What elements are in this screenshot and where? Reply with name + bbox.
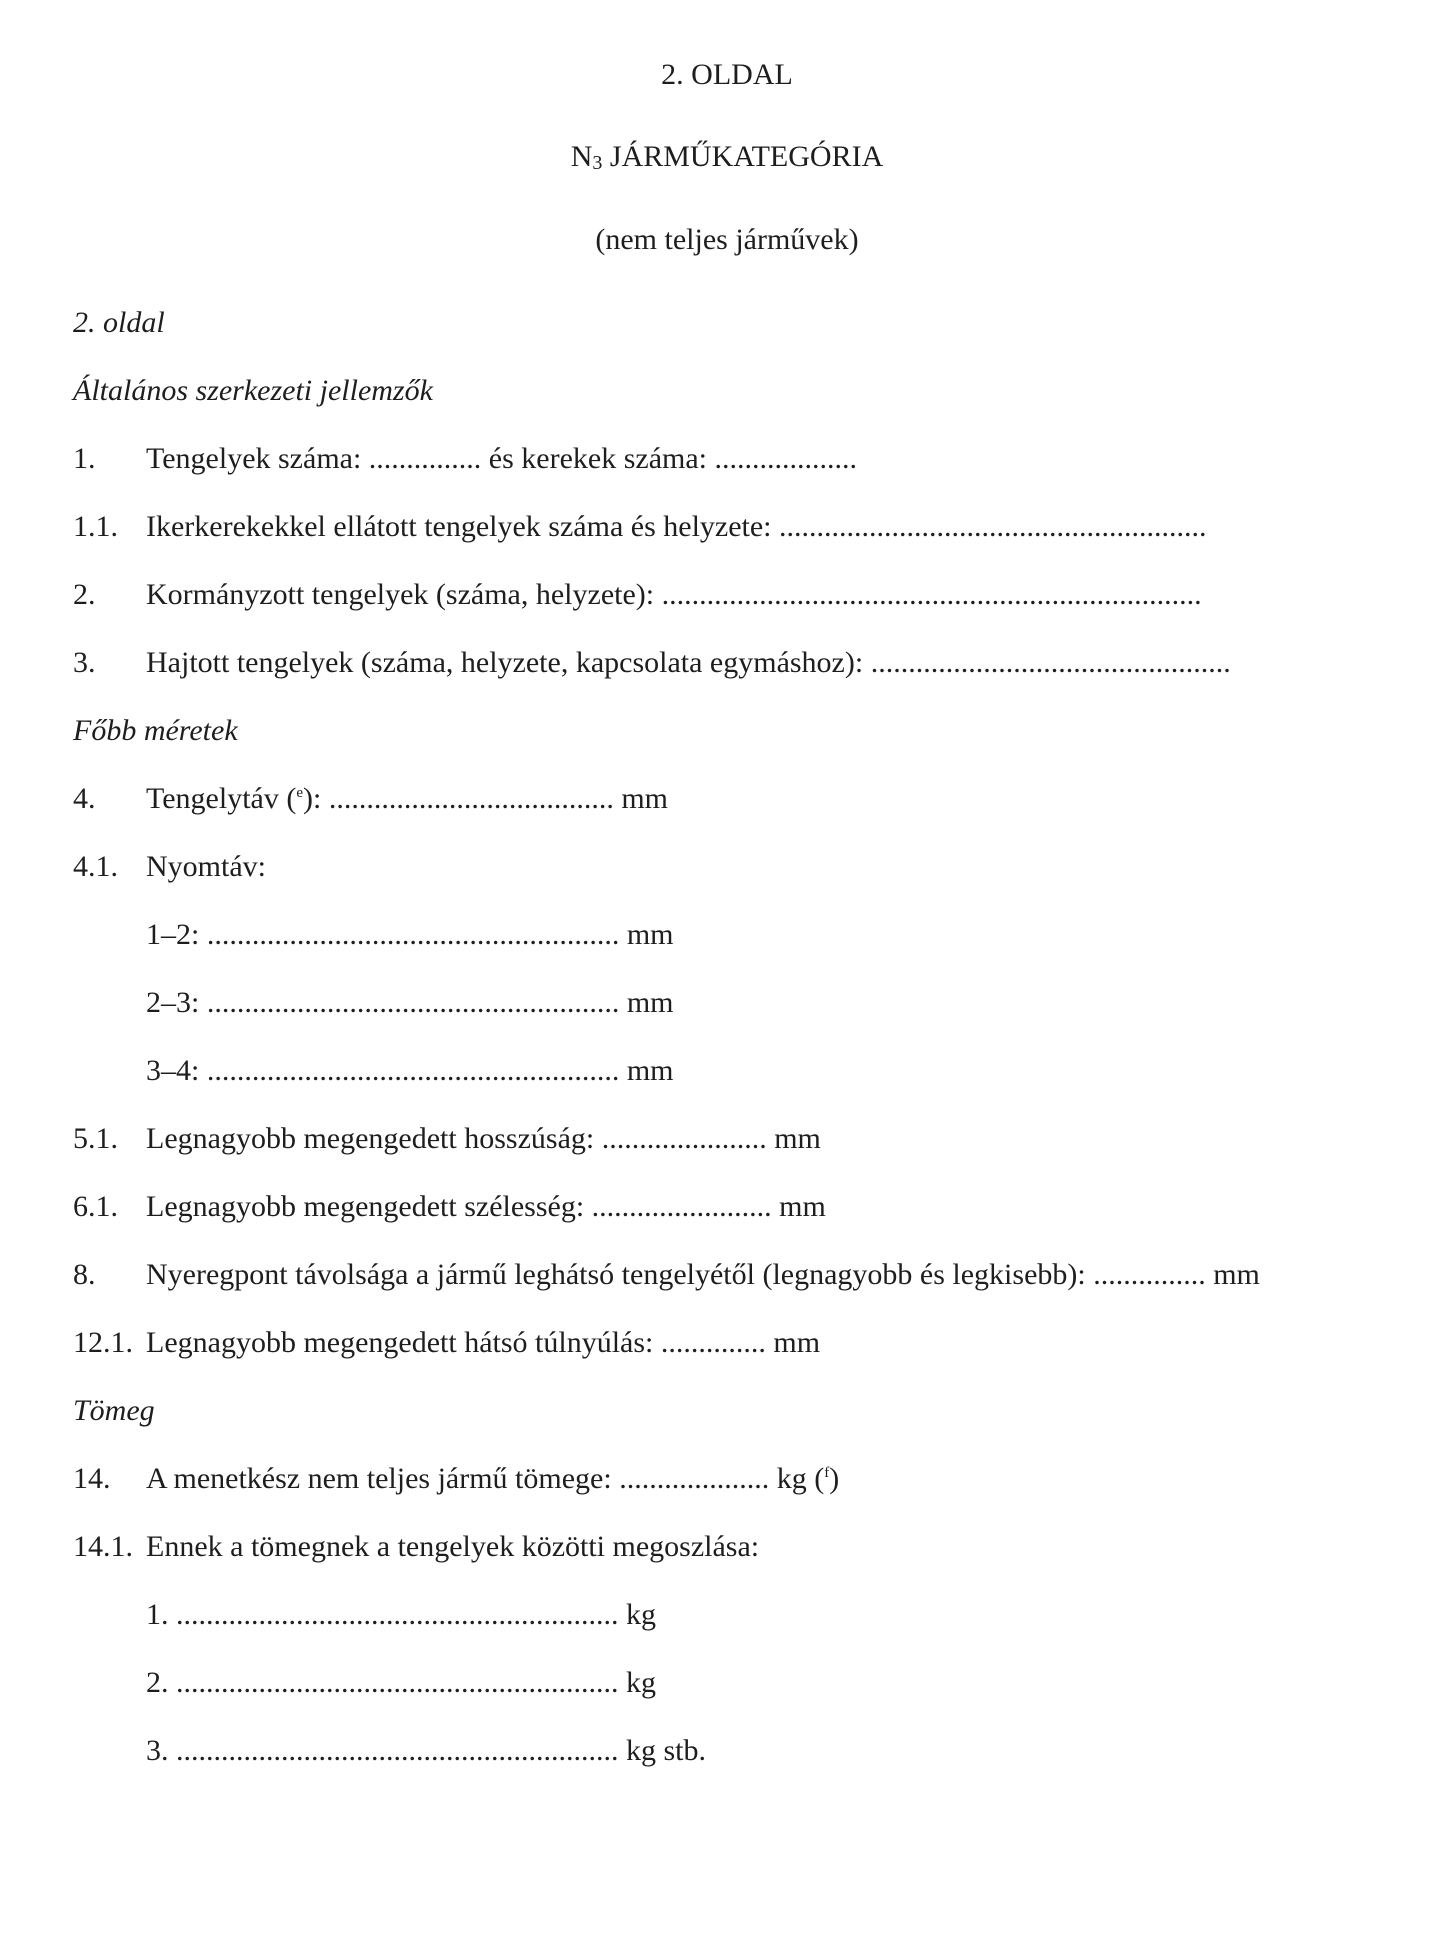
item-8-field[interactable]: Nyeregpont távolsága a jármű leghátsó tengelyétől (legnagyobb és legkisebb): ............... mm xyxy=(146,1258,1260,1291)
section-general-heading: Általános szerkezeti jellemzők xyxy=(73,374,433,407)
item-2-field[interactable]: Kormányzott tengelyek (száma, helyzete): ........................................................................ xyxy=(146,578,1202,611)
item-14-field[interactable]: A menetkész nem teljes jármű tömege: .................... kg ($^f$) xyxy=(146,1462,840,1495)
axle-1-mass-field[interactable]: 1. ........................................................... kg xyxy=(146,1598,656,1631)
section-page-heading: 2. oldal xyxy=(73,306,165,339)
page-label: 2. OLDAL xyxy=(661,58,793,91)
axle-2-mass-field[interactable]: 2. ........................................................... kg xyxy=(146,1666,656,1699)
track-3-4-field[interactable]: 3–4: ....................................................... mm xyxy=(146,1054,674,1087)
vehicle-category-title: $N_3$ JÁRMŰKATEGÓRIA xyxy=(570,140,884,174)
item-1-1-field[interactable]: Ikerkerekekkel ellátott tengelyek száma és helyzete: ......................................................... xyxy=(146,510,1207,543)
item-1-field[interactable]: Tengelyek száma: ............... és kerekek száma: ................... xyxy=(146,442,858,475)
item-6-1-field[interactable]: Legnagyobb megengedett szélesség: ........................ mm xyxy=(146,1190,826,1223)
item-5-1-field[interactable]: Legnagyobb megengedett hosszúság: ...................... mm xyxy=(146,1122,821,1155)
axle-3-mass-field[interactable]: 3. ........................................................... kg stb. xyxy=(146,1734,707,1767)
category-note: (nem teljes járművek) xyxy=(595,223,859,256)
track-2-3-field[interactable]: 2–3: ....................................................... mm xyxy=(146,986,674,1019)
item-3-field[interactable]: Hajtott tengelyek (száma, helyzete, kapcsolata egymáshoz): ................................................ xyxy=(146,646,1231,679)
section-mass-heading: Tömeg xyxy=(73,1394,155,1427)
track-1-2-field[interactable]: 1–2: ....................................................... mm xyxy=(146,918,674,951)
item-4-field[interactable]: Tengelytáv ($^e$): ...................................... mm xyxy=(146,782,669,815)
section-dimensions-heading: Főbb méretek xyxy=(73,714,238,747)
document-page: 2. OLDAL $N_3$ JÁRMŰKATEGÓRIA (nem teljes járművek) 2. oldal Általános szerkezeti jellemzők 1. Tengelyek száma: ............... és kerekek száma: ................... 1.1. Ikerkerekekkel ellátott tengelyek száma és helyzete: ......................................................... 2. Kormányzott tengelyek (száma, helyzete): ........................................................................ 3. Hajtott tengelyek (száma, helyzete, kapcsolata egymáshoz): ................................................ Főbb méretek 4. Tengelytáv ($^e$): ...................................... mm 4.1. Nyomtáv: 1–2: ....................................................... mm 2–3: ....................................................... mm 3–4: ....................................................... mm 5.1. Legnagyobb megengedett hosszúság: ...................... mm 6.1. Legnagyobb megengedett szélesség: ........................ mm 8. Nyeregpont távolsága a jármű leghátsó tengelyétől (legnagyobb és legkisebb): ............... mm 12.1. Legnagyobb megengedett hátsó túlnyúlás: .............. mm Tömeg 14. A menetkész nem teljes jármű tömege: .................... kg ($^f$) 14.1. Ennek a tömegnek a tengelyek közötti megoszlása: 1. ........................................................... kg 2. ........................................................... kg 3. ........................................................... kg stb. xyxy=(0,0,1454,1946)
item-12-1-field[interactable]: Legnagyobb megengedett hátsó túlnyúlás: .............. mm xyxy=(146,1326,821,1359)
